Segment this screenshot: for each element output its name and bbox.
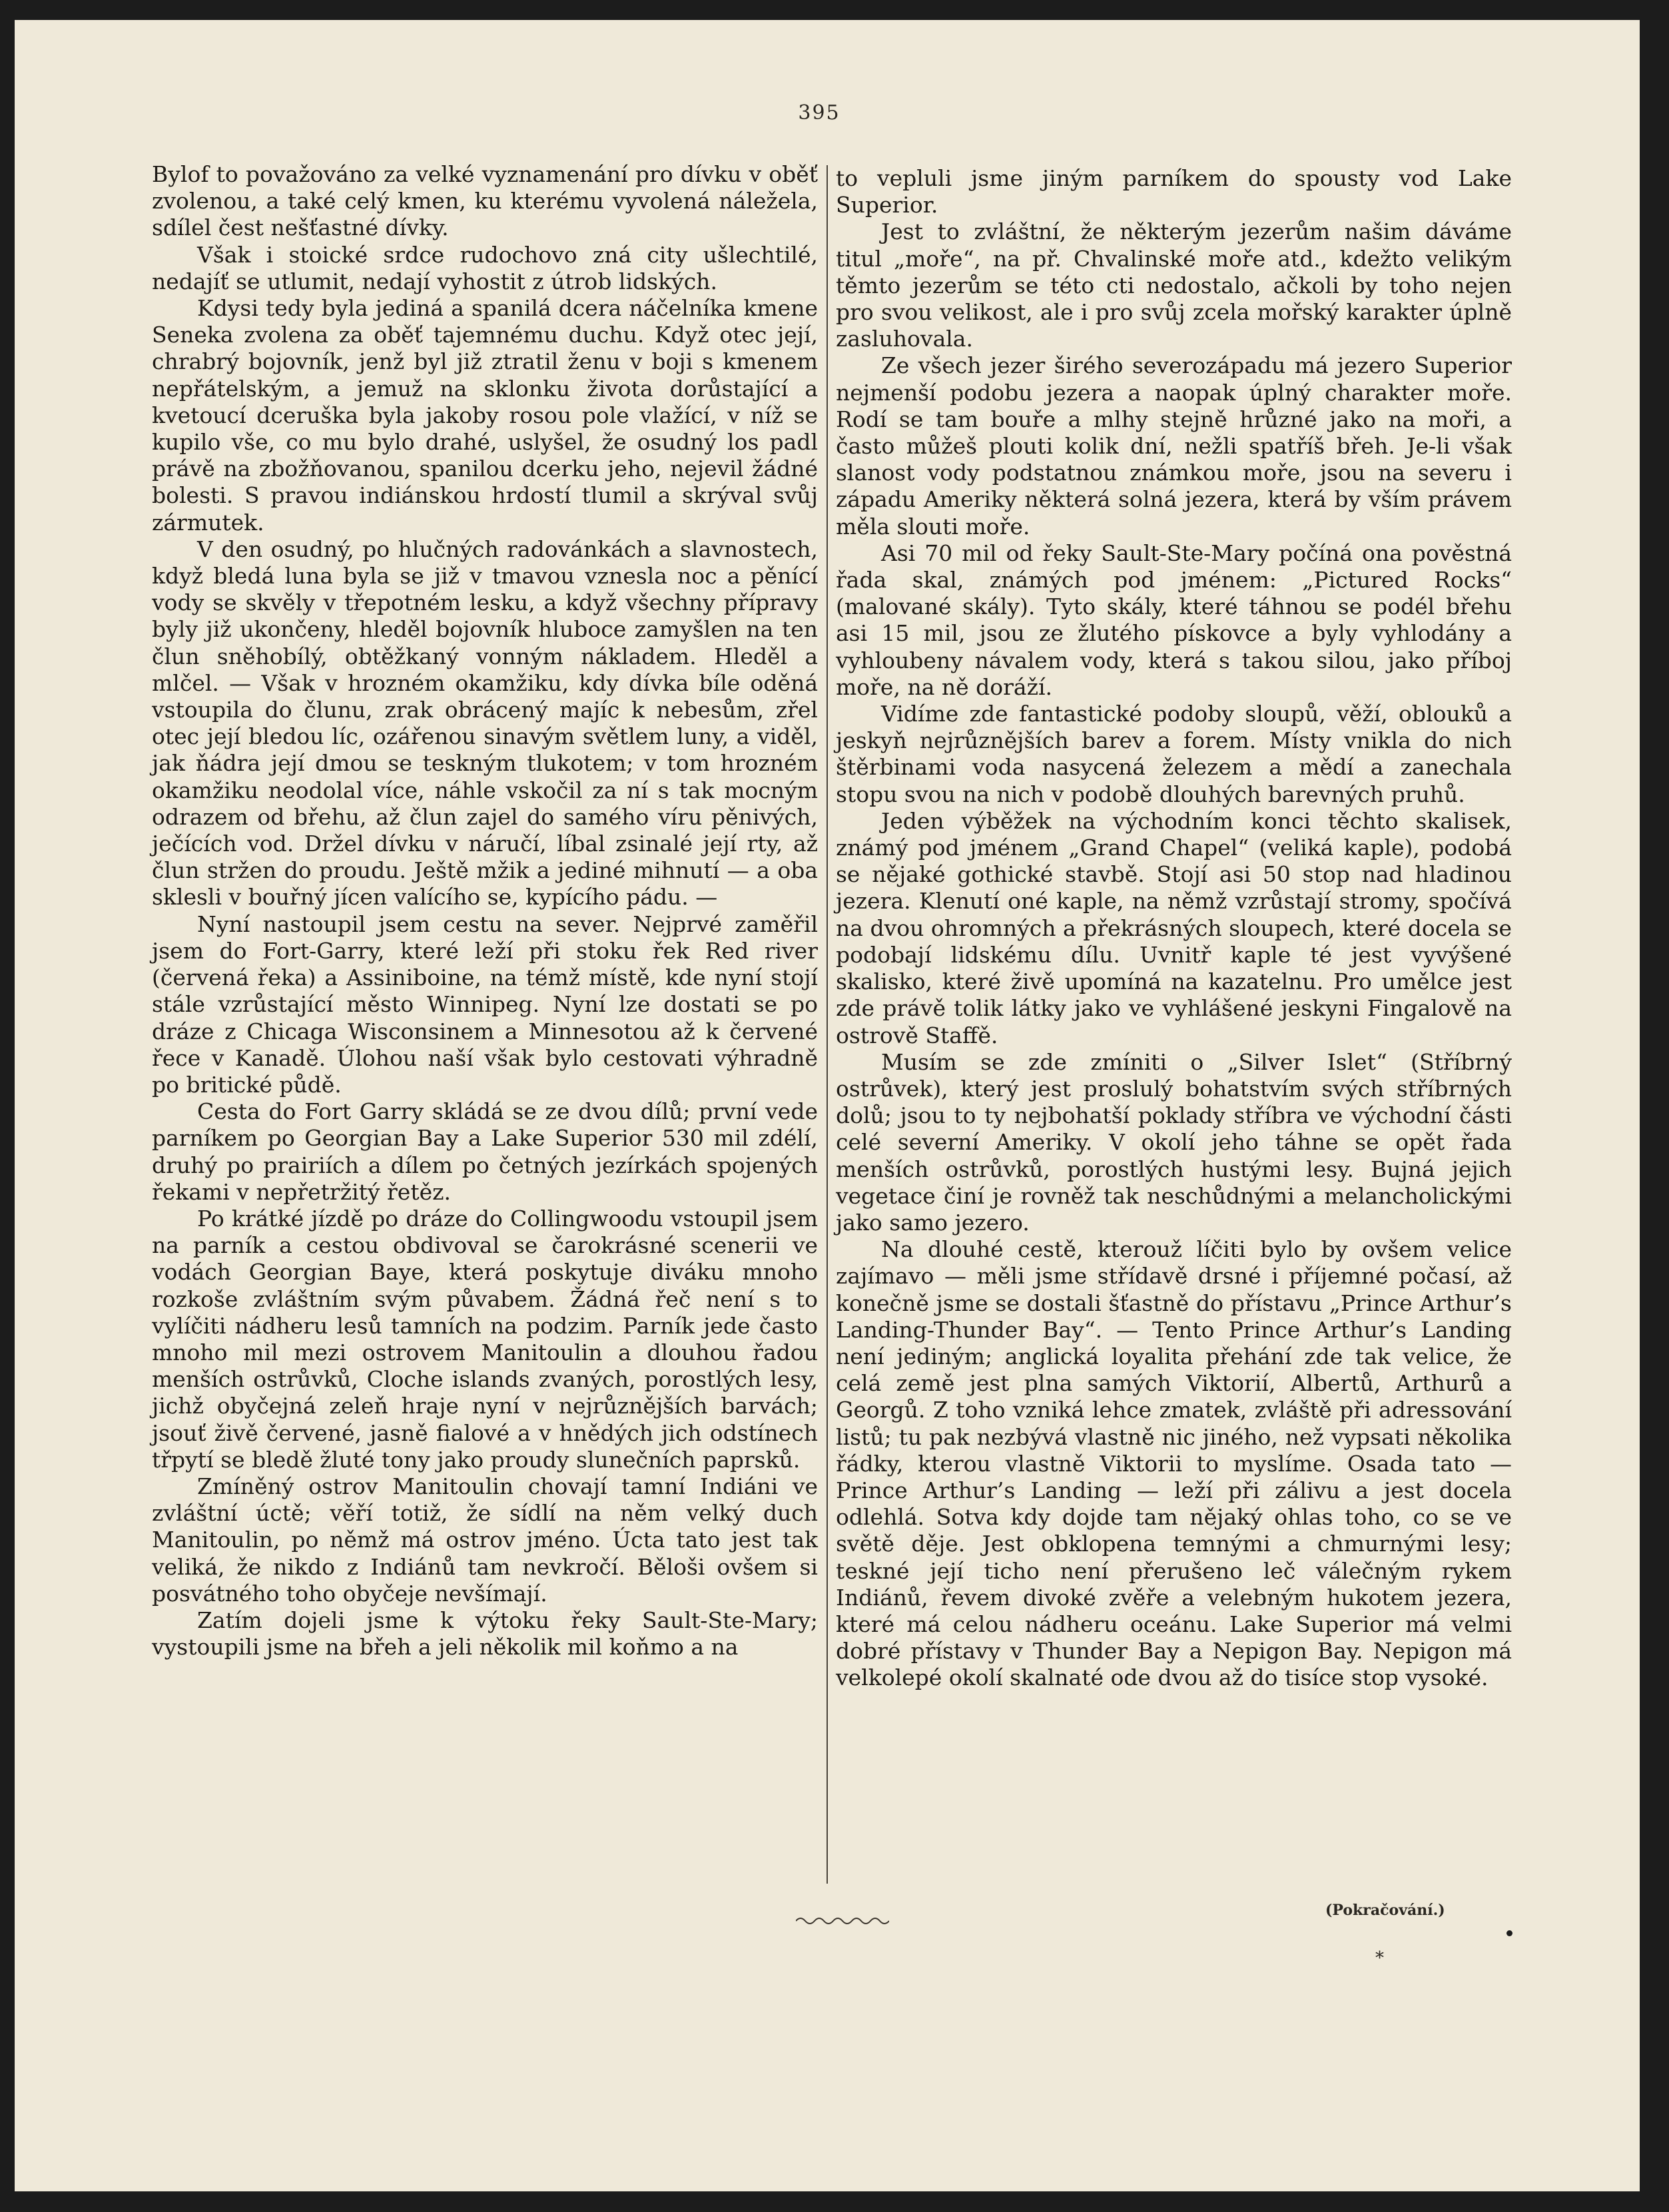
paragraph: Jest to zvláštní, že některým jezerům našim dáváme titul „moře“, na př. Chvalinské moře atd., kdežto velikým těmto jezerům se této cti nedostalo, ačkoli by toho nejen pro svou velikost, ale i pro svůj zcela mořský karakter úplně zasluhovala. (836, 218, 1512, 352)
paragraph: Na dlouhé cestě, kterouž líčiti bylo by ovšem velice zajímavo — měli jsme střídavě drsné i příjemné počasí, až konečně jsme se dostali šťastně do přístavu „Prince Arthur’s Landing-Thunder Bay“. — Tento Prince Arthur’s Landing není jediným; anglická loyalita přehání zde tak velice, že celá země jest plna samých Viktorií, Albertů, Arthurů a Georgů. Z toho vzniká lehce zmatek, zvláště při adressování listů; tu pak nezbývá vlastně nic jiného, než vypsati několika řádky, kterou vlastně Viktorii to myslíme. Osada tato — Prince Arthur’s Landing — leží při zálivu a jest docela odlehlá. Sotva kdy dojde tam nějaký ohlas toho, co se ve světě děje. Jest obklopena temnými a chmurnými lesy; teskné její ticho není přerušeno leč válečným rykem Indiánů, řevem divoké zvěře a velebným hukotem jezera, které má celou nádheru oceánu. Lake Superior má velmi dobré přístavy v Thunder Bay a Nepigon Bay. Nepigon má velkolepé okolí skalnaté ode dvou až do tisíce stop vysoké. (836, 1236, 1512, 1691)
paragraph: to vepluli jsme jiným parníkem do spousty vod Lake Superior. (836, 165, 1512, 218)
paragraph: Asi 70 mil od řeky Sault-Ste-Mary počíná ona pověstná řada skal, známých pod jménem: „Pictured Rocks“ (malované skály). Tyto skály, které táhnou se podél břehu asi 15 mil, jsou ze žlutého pískovce a byly vyhlodány a vyhloubeny návalem vody, která s takou silou, jako příboj moře, na ně doráží. (836, 540, 1512, 700)
paragraph: Bylof to považováno za velké vyznamenání pro dívku v oběť zvolenou, a také celý kmen, ku kterému vyvolená náležela, sdílel čest nešťastné dívky. (152, 161, 818, 241)
paragraph: Kdysi tedy byla jediná a spanilá dcera náčelníka kmene Seneka zvolena za oběť tajemnému duchu. Když otec její, chrabrý bojovník, jenž byl již ztratil ženu v boji s kmenem nepřátelským, a jemuž na sklonku života dorůstající a kvetoucí dceruška byla jakoby rosou pole vlažící, v níž se kupilo vše, co mu bylo drahé, uslyšel, že osudný los padl právě na zbožňovanou, spanilou dcerku jeho, nejevil žádné bolesti. S pravou indiánskou hrdostí tlumil a skrýval svůj zármutek. (152, 295, 818, 536)
column-divider (827, 165, 828, 1884)
paragraph: V den osudný, po hlučných radovánkách a slavnostech, když bledá luna byla se již v tmavou vznesla noc a pěnící vody se skvěly v třepotném lesku, a když všechny přípravy byly již ukončeny, hleděl bojovník hluboce zamyšlen na ten člun sněhobílý, obtěžkaný vonným nákladem. Hleděl a mlčel. — Však v hrozném okamžiku, kdy dívka bíle oděná vstoupila do člunu, zrak obrácený majíc k nebesům, zřel otec její bledou líc, ozářenou sinavým světlem luny, a viděl, jak ňádra její dmou se teskným tlukotem; v tom hrozném okamžiku neodolal více, náhle vskočil za ní s tak mocným odrazem od břehu, až člun zajel do samého víru pěnivých, ječících vod. Držel dívku v náručí, líbal zsinalé její rty, až člun stržen do proudu. Ještě mžik a jediné mihnutí — a oba sklesli v bouřný jícen valícího se, kypícího pádu. — (152, 536, 818, 911)
paragraph: Vidíme zde fantastické podoby sloupů, věží, oblouků a jeskyň nejrůznějších barev a forem. Místy vnikla do nich štěrbinami voda nasycená železem a mědí a zanechala stopu svou na nich v podobě dlouhých barevných pruhů. (836, 701, 1512, 807)
section-end-ornament (796, 1914, 889, 1928)
paragraph: Musím se zde zmíniti o „Silver Islet“ (Stříbrný ostrůvek), který jest proslulý bohatstvím svých stříbrných dolů; jsou to ty nejbohatší poklady stříbra ve východní části celé severní Ameriky. V okolí jeho táhne se opět řada menších ostrůvků, porostlých hustými lesy. Bujná jejich vegetace činí je rovněž tak neschůdnými a melancholickými jako samo jezero. (836, 1048, 1512, 1236)
paragraph: Zmíněný ostrov Manitoulin chovají tamní Indiáni ve zvláštní úctě; věří totiž, že sídlí na něm velký duch Manitoulin, po němž má ostrov jméno. Úcta tato jest tak veliká, že nikdo z Indiánů tam nevkročí. Běloši ovšem si posvátného toho obyčeje nevšímají. (152, 1473, 818, 1607)
paragraph: Nyní nastoupil jsem cestu na sever. Nejprvé zaměřil jsem do Fort-Garry, které leží při stoku řek Red river (červená řeka) a Assiniboine, na témž místě, kde nyní stojí stále vzrůstající město Winnipeg. Nyní lze dostati se po dráze z Chicaga Wisconsinem a Minnesotou až k červené řece v Kanadě. Úlohou naší však bylo cestovati výhradně po britické půdě. (152, 911, 818, 1098)
paragraph: Však i stoické srdce rudochovo zná city ušlechtilé, nedajíť se utlumit, nedají vyhostit z útrob lidských. (152, 241, 818, 294)
page-number: 395 (798, 101, 840, 125)
continuation-note: (Pokračování.) (1325, 1902, 1445, 1919)
paragraph: Zatím dojeli jsme k výtoku řeky Sault-Ste-Mary; vystoupili jsme na břeh a jeli několik mil koňmo a na (152, 1607, 818, 1660)
paragraph: Po krátké jízdě po dráze do Collingwoodu vstoupil jsem na parník a cestou obdivoval se čarokrásné scenerii ve vodách Georgian Baye, která poskytuje diváku mnoho rozkoše zvláštním svým půvabem. Žádná řeč není s to vylíčiti nádheru lesů tamních na podzim. Parník jede často mnoho mil mezi ostrovem Manitoulin a dlouhou řadou menších ostrůvků, Cloche islands zvaných, porostlých lesy, jichž obyčejná zeleň hraje nyní v nejrůznějších barvách; jsouť živě červené, jasně fialové a v hnědých jich odstínech třpytí se bledě žluté tony jako proudy slunečních paprsků. (152, 1205, 818, 1473)
paragraph: Jeden výběžek na východním konci těchto skalisek, známý pod jménem „Grand Chapel“ (veliká kaple), podobá se nějaké gothické stavbě. Stojí asi 50 stop nad hladinou jezera. Klenutí oné kaple, na němž vzrůstají stromy, spočívá na dvou ohromných a překrásných sloupech, které docela se podobají lidskému dílu. Uvnitř kaple té jest vyvýšené skalisko, které živě upomíná na kazatelnu. Pro umělce jest zde právě tolik látky jako ve vyhlášené jeskyni Fingalově na ostrově Staffě. (836, 807, 1512, 1048)
footer-asterisk: * (1375, 1948, 1384, 1968)
left-column (152, 161, 818, 1660)
ink-dot (1506, 1930, 1512, 1936)
paragraph: Cesta do Fort Garry skládá se ze dvou dílů; první vede parníkem po Georgian Bay a Lake Superior 530 mil zdélí, druhý po prairiích a dílem po četných jezírkách spojených řekami v nepřetržitý řetěz. (152, 1098, 818, 1205)
right-column (836, 165, 1512, 1692)
paragraph: Ze všech jezer širého severozápadu má jezero Superior nejmenší podobu jezera a naopak úplný charakter moře. Rodí se tam bouře a mlhy stejně hrůzné jako na moři, a často můžeš plouti kolik dní, nežli spatříš břeh. Je-li však slanost vody podstatnou známkou moře, jsou na severu i západu Ameriky některá solná jezera, která by vším právem měla slouti moře. (836, 352, 1512, 540)
